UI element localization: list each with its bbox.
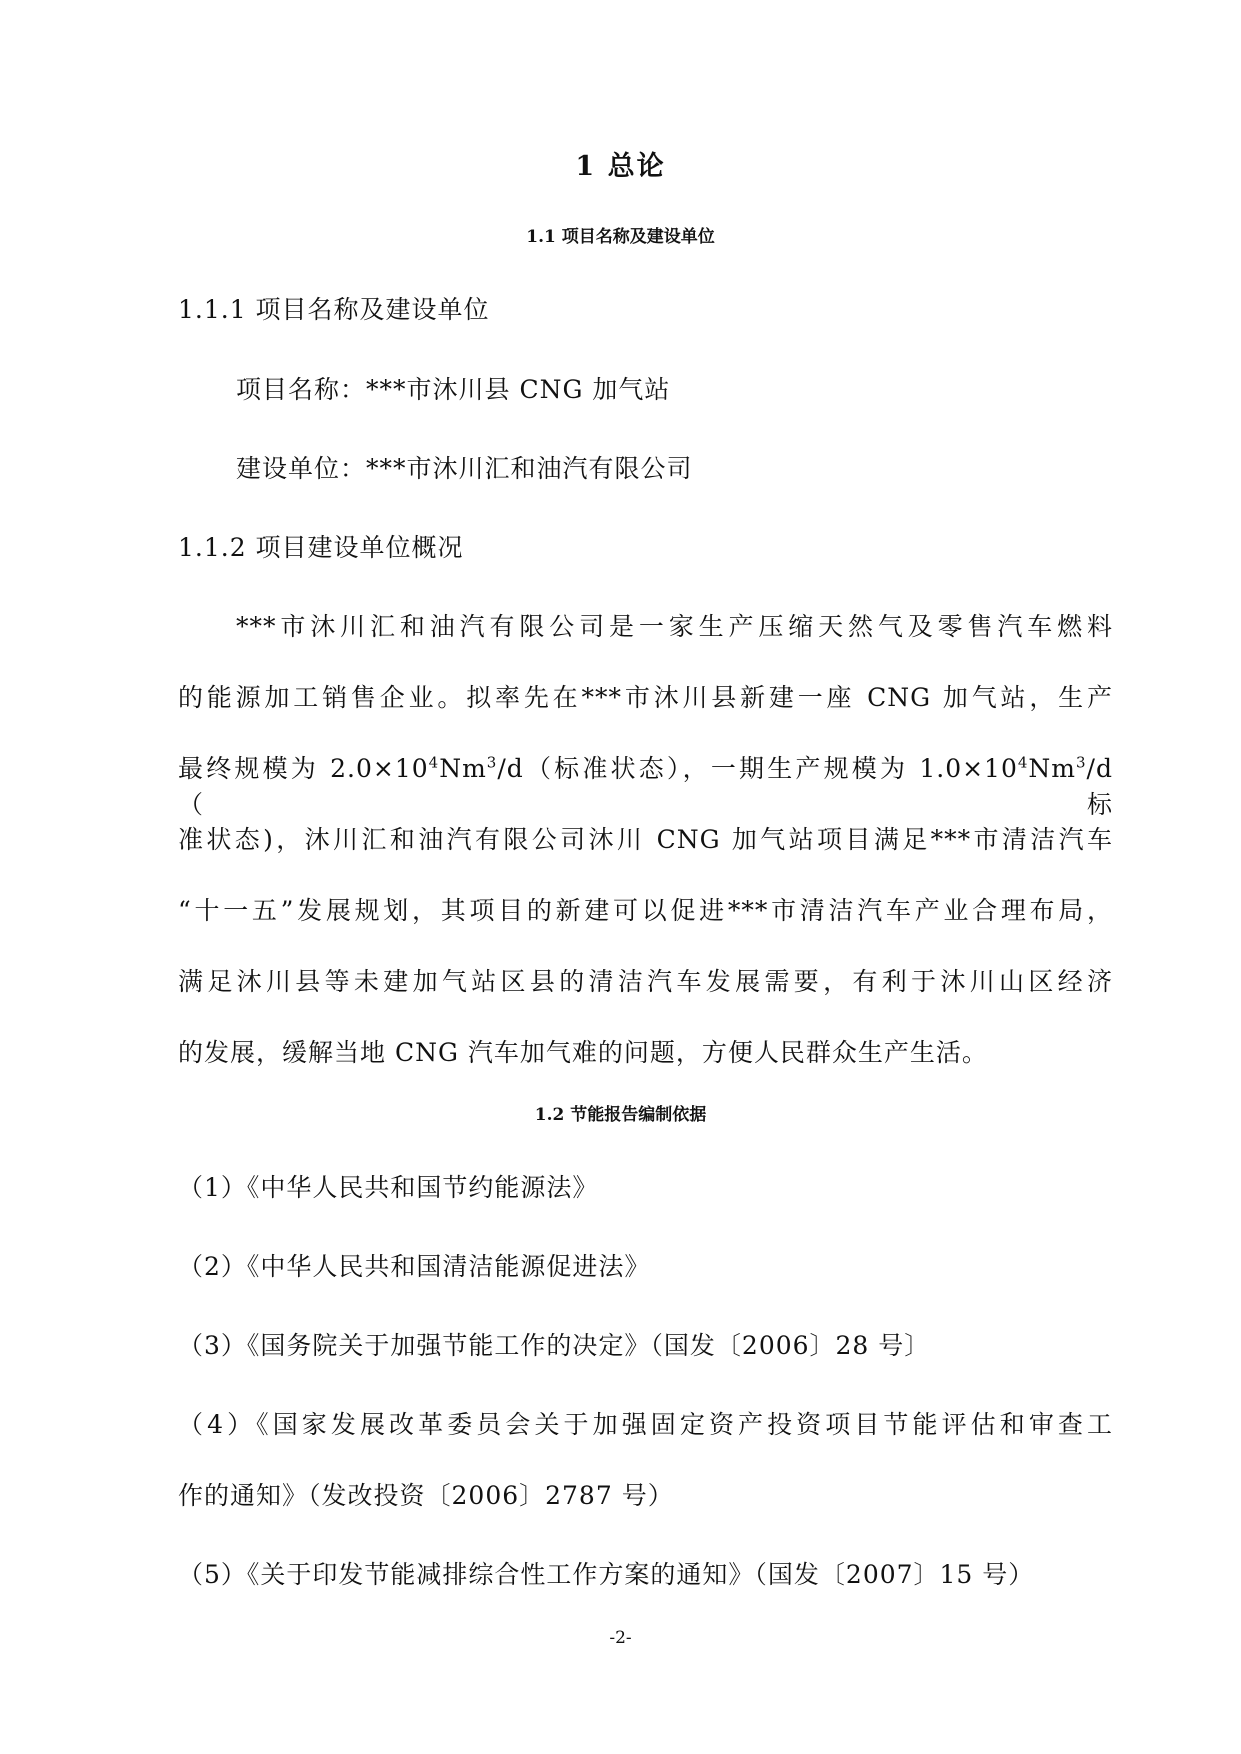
text-run: Nm bbox=[1028, 754, 1076, 783]
superscript: 4 bbox=[428, 753, 440, 772]
construction-unit-line: 建设单位：***市沐川汇和油汽有限公司 bbox=[236, 454, 693, 483]
subsection-heading-1-1-1: 1.1.1 项目名称及建设单位 bbox=[178, 295, 490, 324]
paragraph-line: 准状态)，沐川汇和油汽有限公司沐川 CNG 加气站项目满足***市清洁汽车 bbox=[178, 825, 1113, 854]
reference-item: （4）《国家发展改革委员会关于加强固定资产投资项目节能评估和审查工 bbox=[178, 1410, 1113, 1439]
text-run: /d（标 bbox=[178, 754, 1113, 819]
superscript: 3 bbox=[486, 753, 498, 772]
paragraph-line: “十一五”发展规划，其项目的新建可以促进***市清洁汽车产业合理布局， bbox=[178, 896, 1113, 925]
text-run: Nm bbox=[439, 754, 487, 783]
text-run: /d（标准状态），一期生产规模为 1.0×10 bbox=[497, 754, 1018, 783]
chapter-title: 1 总论 bbox=[575, 151, 666, 182]
page-number: -2- bbox=[609, 1628, 632, 1648]
superscript: 3 bbox=[1076, 753, 1087, 772]
subsection-heading-1-1-2: 1.1.2 项目建设单位概况 bbox=[178, 533, 464, 562]
superscript: 4 bbox=[1017, 753, 1029, 772]
reference-item: （1）《中华人民共和国节约能源法》 bbox=[178, 1173, 599, 1202]
paragraph-line-with-superscript bbox=[178, 749, 1113, 821]
section-heading-1-2: 1.2 节能报告编制依据 bbox=[534, 1105, 707, 1125]
project-name-line: 项目名称：***市沐川县 CNG 加气站 bbox=[236, 375, 671, 404]
reference-item: （3）《国务院关于加强节能工作的决定》（国发〔2006〕28 号〕 bbox=[178, 1331, 931, 1360]
paragraph-line: 的能源加工销售企业。拟率先在***市沐川县新建一座 CNG 加气站，生产 bbox=[178, 683, 1113, 712]
reference-item-continuation: 作的通知》（发改投资〔2006〕2787 号） bbox=[178, 1481, 674, 1510]
section-heading-1-1: 1.1 项目名称及建设单位 bbox=[526, 227, 715, 247]
paragraph-line: ***市沐川汇和油汽有限公司是一家生产压缩天然气及零售汽车燃料 bbox=[236, 612, 1113, 641]
reference-item: （2）《中华人民共和国清洁能源促进法》 bbox=[178, 1252, 651, 1281]
text-run: 最终规模为 2.0×10 bbox=[178, 754, 429, 783]
paragraph-line: 满足沐川县等未建加气站区县的清洁汽车发展需要，有利于沐川山区经济 bbox=[178, 967, 1113, 996]
reference-item: （5）《关于印发节能减排综合性工作方案的通知》（国发〔2007〕15 号） bbox=[178, 1560, 1035, 1589]
paragraph-line: 的发展，缓解当地 CNG 汽车加气难的问题，方便人民群众生产生活。 bbox=[178, 1038, 988, 1067]
